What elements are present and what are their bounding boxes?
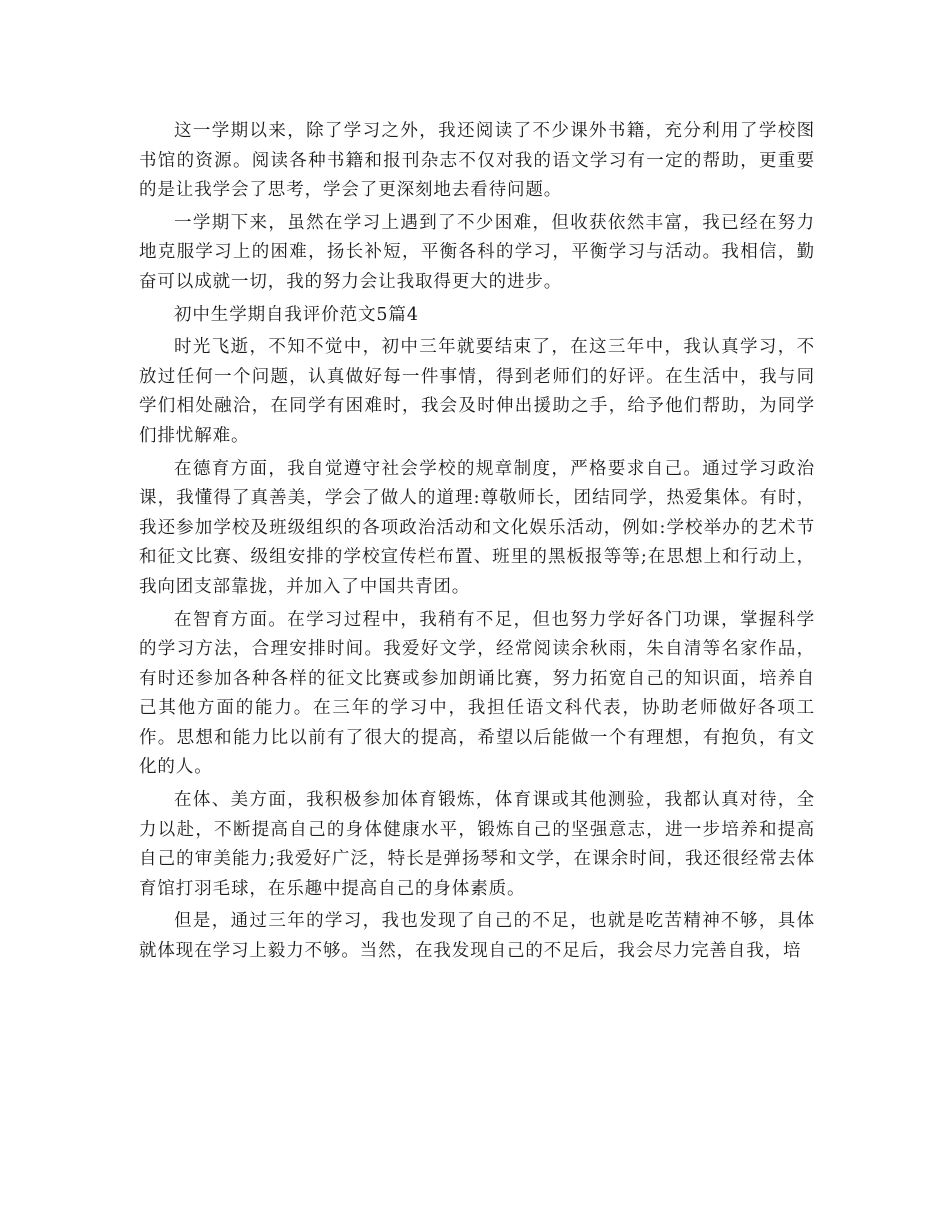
section-heading: 初中生学期自我评价范文5篇4 bbox=[174, 304, 419, 325]
paragraph-moral-education: 在德育方面，我自觉遵守社会学校的规章制度，严格要求自己。通过学习政治课，我懂得了真善美，学会了做人的道理:尊敬师长，团结同学，热爱集体。有时，我还参加学校及班级组织的各项政治活动和文化娱乐活动，例如:学校举办的艺术节和征文比赛、级组安排的学校宣传栏布置、班里的黑板报等等;在思想上和行动上，我向团支部靠拢，并加入了中国共青团。 bbox=[139, 458, 815, 597]
paragraph-intellectual-education: 在智育方面。在学习过程中，我稍有不足，但也努力学好各门功课，掌握科学的学习方法，合理安排时间。我爱好文学，经常阅读余秋雨，朱自清等名家作品，有时还参加各种各样的征文比赛或参加朗诵比赛，努力拓宽自己的知识面，培养自己其他方面的能力。在三年的学习中，我担任语文科代表，协助老师做好各项工作。思想和能力比以前有了很大的提高，希望以后能做一个有理想，有抱负，有文化的人。 bbox=[139, 609, 815, 778]
paragraph-reading: 这一学期以来，除了学习之外，我还阅读了不少课外书籍，充分利用了学校图书馆的资源。阅读各种书籍和报刊杂志不仅对我的语文学习有一定的帮助，更重要的是让我学会了思考，学会了更深刻地去看待问题。 bbox=[139, 121, 815, 201]
paragraph-physical-aesthetic: 在体、美方面，我积极参加体育锻炼，体育课或其他测验，我都认真对待，全力以赴，不断提高自己的身体健康水平，锻炼自己的坚强意志，进一步培养和提高自己的审美能力;我爱好广泛，特长是弹扬琴和文学，在课余时间，我还很经常去体育馆打羽毛球，在乐趣中提高自己的身体素质。 bbox=[139, 790, 815, 899]
paragraph-shortcomings: 但是，通过三年的学习，我也发现了自己的不足，也就是吃苦精神不够，具体就体现在学习上毅力不够。当然，在我发现自己的不足后，我会尽力完善自我，培 bbox=[139, 911, 815, 962]
document-body bbox=[139, 117, 815, 970]
paragraph-three-years: 时光飞逝，不知不觉中，初中三年就要结束了，在这三年中，我认真学习，不放过任何一个问题，认真做好每一件事情，得到老师们的好评。在生活中，我与同学们相处融洽，在同学有困难时，我会及时伸出援助之手，给予他们帮助，为同学们排忧解难。 bbox=[139, 337, 815, 446]
paragraph-semester-summary: 一学期下来，虽然在学习上遇到了不少困难，但收获依然丰富，我已经在努力地克服学习上的困难，扬长补短，平衡各科的学习，平衡学习与活动。我相信，勤奋可以成就一切，我的努力会让我取得更大的进步。 bbox=[139, 212, 815, 292]
